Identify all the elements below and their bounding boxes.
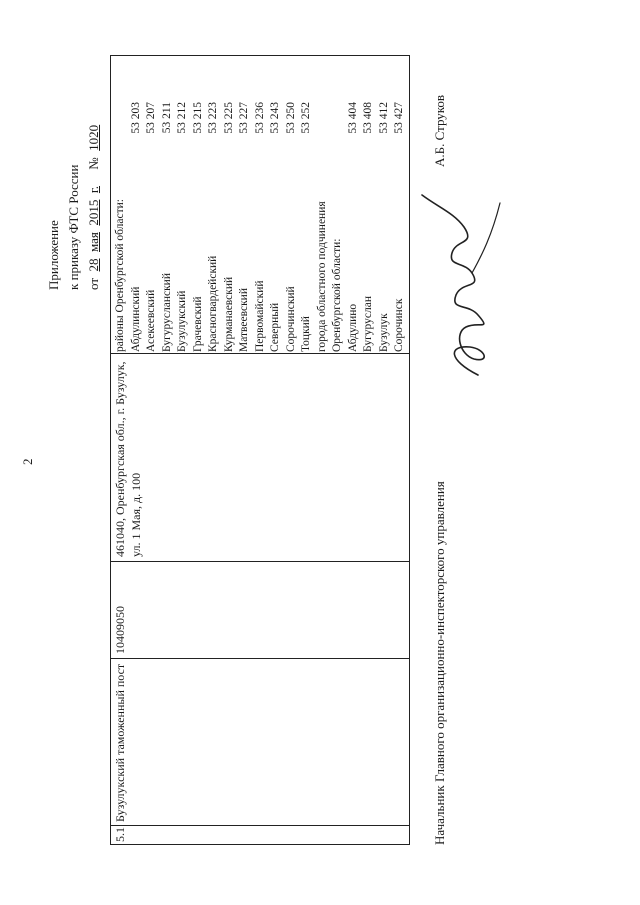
cities-heading: Оренбургской области:	[331, 238, 343, 352]
customs-table	[110, 55, 410, 845]
post-name: Бузулукский таможенный пост	[113, 663, 127, 822]
list-item: Красногвардейский 53 223	[207, 102, 219, 352]
document-header	[44, 125, 104, 290]
list-item: Первомайский 53 236	[253, 102, 266, 352]
column-divider	[111, 658, 409, 659]
order-number: 1020	[86, 124, 101, 151]
page-number: 2	[20, 458, 35, 465]
column-divider	[111, 561, 409, 562]
list-item: Абдулинский 53 203	[129, 102, 142, 352]
list-item: Курманаевский 53 225	[222, 102, 235, 352]
signer-name: А.Б. Струков	[432, 94, 447, 167]
list-item: Тоцкий 53 252	[300, 102, 312, 352]
header-order-line: к приказу ФТС России	[66, 164, 81, 290]
post-address: 461040, Оренбургская обл., г. Бузулук, ул. 1 Мая, д. 100	[113, 361, 143, 557]
list-item: Бугурусланский 53 211	[160, 102, 173, 352]
cities-heading: города областного подчинения	[315, 201, 328, 352]
list-item: Абдулино 53 404	[346, 102, 359, 352]
row-number: 5.1	[113, 827, 127, 842]
list-item: Асекеевский 53 207	[145, 102, 157, 352]
list-item: Сорочинский 53 250	[284, 102, 297, 352]
order-year: 2015	[86, 199, 101, 226]
list-item: Матвеевский 53 227	[238, 102, 250, 352]
header-title: Приложение	[46, 220, 61, 290]
signatory-position: Начальник Главного организационно-инспекторского управления	[432, 481, 447, 845]
post-code: 10409050	[113, 606, 127, 654]
districts-heading: районы Оренбургской области:	[114, 199, 126, 352]
list-item: Бузулукский 53 212	[176, 102, 188, 352]
list-item: Северный 53 243	[269, 102, 281, 352]
list-item: Грачевский 53 215	[191, 102, 204, 352]
number-prefix: №	[86, 157, 101, 170]
order-month: мая	[86, 232, 101, 252]
order-year-suffix: г.	[86, 185, 101, 194]
order-day: 28	[86, 258, 101, 272]
list-item: Бугуруслан 53 408	[362, 102, 374, 352]
list-item: Бузулук 53 412	[377, 102, 390, 352]
column-divider	[111, 825, 409, 826]
list-item: Сорочинск 53 427	[393, 102, 405, 352]
region-list	[113, 102, 408, 352]
header-date-number	[84, 125, 104, 290]
handwritten-signature	[408, 185, 508, 385]
column-divider	[111, 353, 409, 354]
from-prefix: от	[86, 277, 101, 290]
